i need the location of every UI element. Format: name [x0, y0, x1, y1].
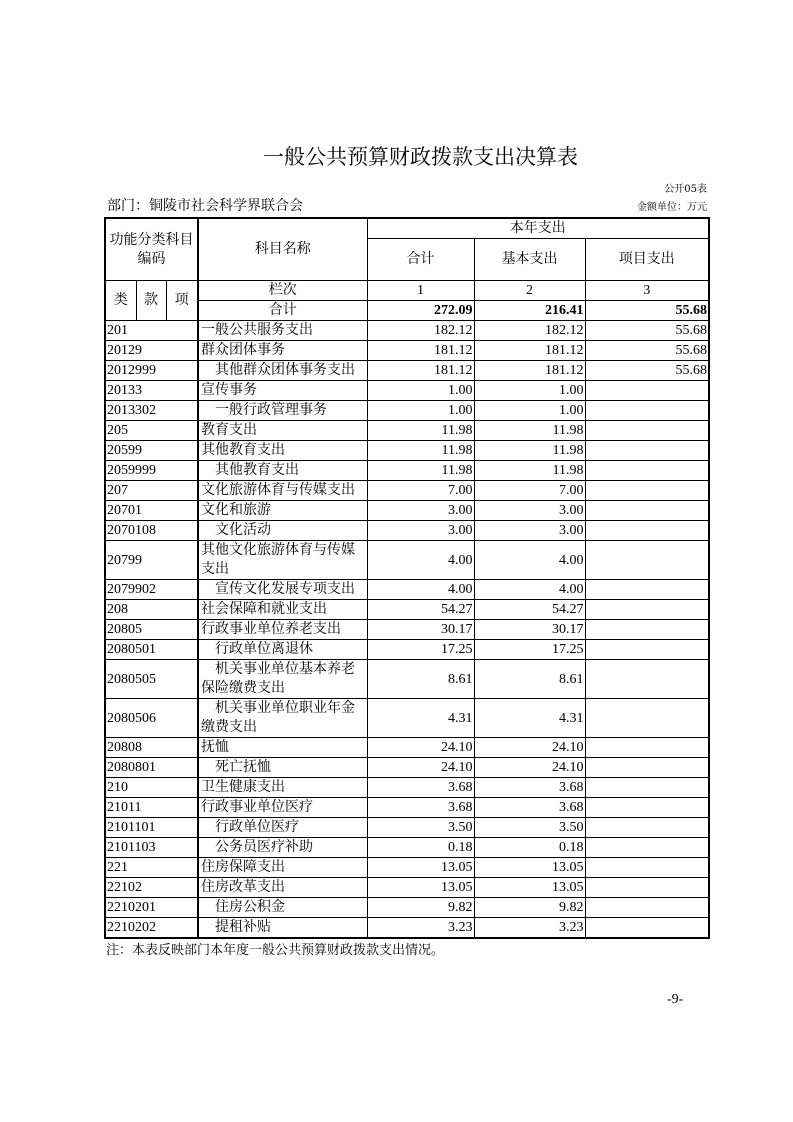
row-total: 1.00: [367, 401, 474, 421]
row-code: 2079902: [105, 580, 198, 600]
row-basic: 4.00: [474, 580, 585, 600]
header-current-year: 本年支出: [367, 218, 709, 239]
row-total: 3.68: [367, 798, 474, 818]
total-row-project: 55.68: [585, 301, 709, 321]
row-project: [585, 521, 709, 541]
row-total: 0.18: [367, 838, 474, 858]
row-basic: 24.10: [474, 758, 585, 778]
row-basic: 24.10: [474, 738, 585, 758]
row-basic: 3.23: [474, 918, 585, 939]
department-label: 部门：铜陵市社会科学界联合会: [107, 198, 303, 214]
row-code: 207: [105, 481, 198, 501]
row-basic: 11.98: [474, 441, 585, 461]
row-basic: 1.00: [474, 401, 585, 421]
table-row: [105, 381, 709, 401]
row-subject-name: 提租补贴: [198, 918, 367, 939]
row-subject-name: 一般公共服务支出: [198, 321, 367, 341]
table-row: [105, 321, 709, 341]
row-project: [585, 858, 709, 878]
row-code: 20805: [105, 620, 198, 640]
row-basic: 11.98: [474, 461, 585, 481]
row-basic: 3.68: [474, 778, 585, 798]
row-project: [585, 640, 709, 660]
row-basic: 13.05: [474, 878, 585, 898]
row-project: [585, 580, 709, 600]
row-total: 181.12: [367, 341, 474, 361]
row-subject-name: 文化活动: [198, 521, 367, 541]
row-basic: 30.17: [474, 620, 585, 640]
row-project: [585, 699, 709, 738]
table-row: [105, 660, 709, 699]
row-code: 20129: [105, 341, 198, 361]
row-total: 3.23: [367, 918, 474, 939]
table-row: [105, 640, 709, 660]
row-basic: 3.68: [474, 798, 585, 818]
table-row: [105, 778, 709, 798]
row-basic: 182.12: [474, 321, 585, 341]
row-code: 20808: [105, 738, 198, 758]
row-project: [585, 660, 709, 699]
column-index-3: 3: [585, 281, 709, 301]
row-subject-name: 教育支出: [198, 421, 367, 441]
row-code: 201: [105, 321, 198, 341]
row-total: 1.00: [367, 381, 474, 401]
row-subject-name: 住房保障支出: [198, 858, 367, 878]
row-project: [585, 421, 709, 441]
row-project: [585, 481, 709, 501]
row-basic: 0.18: [474, 838, 585, 858]
header-lei: 类: [105, 281, 136, 321]
row-total: 54.27: [367, 600, 474, 620]
row-project: 55.68: [585, 341, 709, 361]
row-subject-name: 其他教育支出: [198, 461, 367, 481]
table-row: [105, 798, 709, 818]
row-project: [585, 798, 709, 818]
row-code: 221: [105, 858, 198, 878]
row-subject-name: 一般行政管理事务: [198, 401, 367, 421]
row-project: [585, 381, 709, 401]
row-project: [585, 600, 709, 620]
row-project: [585, 898, 709, 918]
header-kuan: 款: [136, 281, 166, 321]
row-subject-name: 其他文化旅游体育与传媒支出: [198, 541, 367, 580]
row-code: 20133: [105, 381, 198, 401]
row-code: 2210202: [105, 918, 198, 939]
row-subject-name: 行政单位离退休: [198, 640, 367, 660]
table-row: [105, 858, 709, 878]
header-row-1: [105, 218, 709, 239]
row-subject-name: 行政单位医疗: [198, 818, 367, 838]
table-row: [105, 541, 709, 580]
row-total: 13.05: [367, 878, 474, 898]
row-subject-name: 群众团体事务: [198, 341, 367, 361]
total-row-basic: 216.41: [474, 301, 585, 321]
row-subject-name: 社会保障和就业支出: [198, 600, 367, 620]
table-row: [105, 918, 709, 939]
row-code: 20799: [105, 541, 198, 580]
row-total: 11.98: [367, 441, 474, 461]
row-code: 205: [105, 421, 198, 441]
row-basic: 54.27: [474, 600, 585, 620]
row-code: 2080505: [105, 660, 198, 699]
header-project: 项目支出: [585, 239, 709, 281]
header-total: 合计: [367, 239, 474, 281]
table-row: [105, 401, 709, 421]
table-row: [105, 521, 709, 541]
row-project: [585, 620, 709, 640]
row-code: 22102: [105, 878, 198, 898]
row-code: 20701: [105, 501, 198, 521]
row-total: 182.12: [367, 321, 474, 341]
header-column-index-label: 栏次: [198, 281, 367, 301]
row-total: 8.61: [367, 660, 474, 699]
row-code: 2101101: [105, 818, 198, 838]
row-total: 3.00: [367, 501, 474, 521]
header-subject-name: 科目名称: [198, 218, 367, 281]
row-project: [585, 461, 709, 481]
row-project: [585, 541, 709, 580]
row-basic: 3.00: [474, 501, 585, 521]
row-project: [585, 878, 709, 898]
page-title: 一般公共预算财政拨款支出决算表: [263, 145, 578, 169]
row-basic: 8.61: [474, 660, 585, 699]
row-subject-name: 抚恤: [198, 738, 367, 758]
table-row: [105, 580, 709, 600]
row-subject-name: 住房改革支出: [198, 878, 367, 898]
row-project: [585, 441, 709, 461]
row-code: 2080506: [105, 699, 198, 738]
page-number: -9-: [667, 992, 684, 1007]
table-row: [105, 600, 709, 620]
column-index-1: 1: [367, 281, 474, 301]
table-row: [105, 461, 709, 481]
row-total: 3.00: [367, 521, 474, 541]
table-row: [105, 818, 709, 838]
row-basic: 17.25: [474, 640, 585, 660]
row-total: 24.10: [367, 738, 474, 758]
row-project: [585, 818, 709, 838]
row-total: 9.82: [367, 898, 474, 918]
row-project: 55.68: [585, 361, 709, 381]
row-project: [585, 758, 709, 778]
row-subject-name: 卫生健康支出: [198, 778, 367, 798]
row-basic: 181.12: [474, 361, 585, 381]
row-basic: 9.82: [474, 898, 585, 918]
row-subject-name: 住房公积金: [198, 898, 367, 918]
table-row: [105, 441, 709, 461]
row-subject-name: 行政事业单位养老支出: [198, 620, 367, 640]
row-subject-name: 宣传事务: [198, 381, 367, 401]
row-basic: 181.12: [474, 341, 585, 361]
row-subject-name: 其他教育支出: [198, 441, 367, 461]
expenditure-table: [104, 217, 710, 939]
row-project: [585, 778, 709, 798]
header-code-group: 功能分类科目编码: [105, 218, 198, 281]
header-row-index: [105, 281, 709, 301]
row-subject-name: 行政事业单位医疗: [198, 798, 367, 818]
row-project: [585, 501, 709, 521]
row-project: [585, 838, 709, 858]
table-row: [105, 898, 709, 918]
header-basic: 基本支出: [474, 239, 585, 281]
row-basic: 1.00: [474, 381, 585, 401]
row-total: 17.25: [367, 640, 474, 660]
table-row: [105, 620, 709, 640]
row-total: 24.10: [367, 758, 474, 778]
table-row: [105, 878, 709, 898]
row-total: 3.50: [367, 818, 474, 838]
row-total: 11.98: [367, 461, 474, 481]
row-total: 4.00: [367, 541, 474, 580]
row-total: 11.98: [367, 421, 474, 441]
row-basic: 3.50: [474, 818, 585, 838]
row-code: 210: [105, 778, 198, 798]
row-basic: 3.00: [474, 521, 585, 541]
row-code: 2070108: [105, 521, 198, 541]
row-code: 2080801: [105, 758, 198, 778]
row-code: 2013302: [105, 401, 198, 421]
row-total: 181.12: [367, 361, 474, 381]
row-project: [585, 401, 709, 421]
table-row: [105, 481, 709, 501]
row-total: 7.00: [367, 481, 474, 501]
row-subject-name: 文化和旅游: [198, 501, 367, 521]
row-total: 4.00: [367, 580, 474, 600]
row-subject-name: 死亡抚恤: [198, 758, 367, 778]
row-code: 208: [105, 600, 198, 620]
row-total: 4.31: [367, 699, 474, 738]
amount-unit-label: 金额单位：万元: [637, 202, 707, 213]
form-number: 公开05表: [664, 184, 707, 195]
row-total: 30.17: [367, 620, 474, 640]
row-project: 55.68: [585, 321, 709, 341]
row-project: [585, 738, 709, 758]
table-row: [105, 758, 709, 778]
row-subject-name: 其他群众团体事务支出: [198, 361, 367, 381]
row-code: 2101103: [105, 838, 198, 858]
row-total: 3.68: [367, 778, 474, 798]
row-code: 2080501: [105, 640, 198, 660]
row-code: 2059999: [105, 461, 198, 481]
row-code: 21011: [105, 798, 198, 818]
row-code: 2210201: [105, 898, 198, 918]
table-row: [105, 838, 709, 858]
row-code: 20599: [105, 441, 198, 461]
row-subject-name: 公务员医疗补助: [198, 838, 367, 858]
total-row-total: 272.09: [367, 301, 474, 321]
row-basic: 4.31: [474, 699, 585, 738]
row-total: 13.05: [367, 858, 474, 878]
row-basic: 7.00: [474, 481, 585, 501]
row-subject-name: 机关事业单位基本养老保险缴费支出: [198, 660, 367, 699]
column-index-2: 2: [474, 281, 585, 301]
table-note: 注：本表反映部门本年度一般公共预算财政拨款支出情况。: [106, 943, 445, 958]
header-xiang: 项: [166, 281, 198, 321]
table-row: [105, 361, 709, 381]
table-row: [105, 738, 709, 758]
row-basic: 13.05: [474, 858, 585, 878]
row-subject-name: 宣传文化发展专项支出: [198, 580, 367, 600]
row-project: [585, 918, 709, 939]
table-row: [105, 421, 709, 441]
table-row: [105, 341, 709, 361]
row-subject-name: 文化旅游体育与传媒支出: [198, 481, 367, 501]
row-basic: 11.98: [474, 421, 585, 441]
table-row: [105, 699, 709, 738]
table-row: [105, 501, 709, 521]
row-subject-name: 机关事业单位职业年金缴费支出: [198, 699, 367, 738]
row-code: 2012999: [105, 361, 198, 381]
total-row-label: 合计: [198, 301, 367, 321]
row-basic: 4.00: [474, 541, 585, 580]
